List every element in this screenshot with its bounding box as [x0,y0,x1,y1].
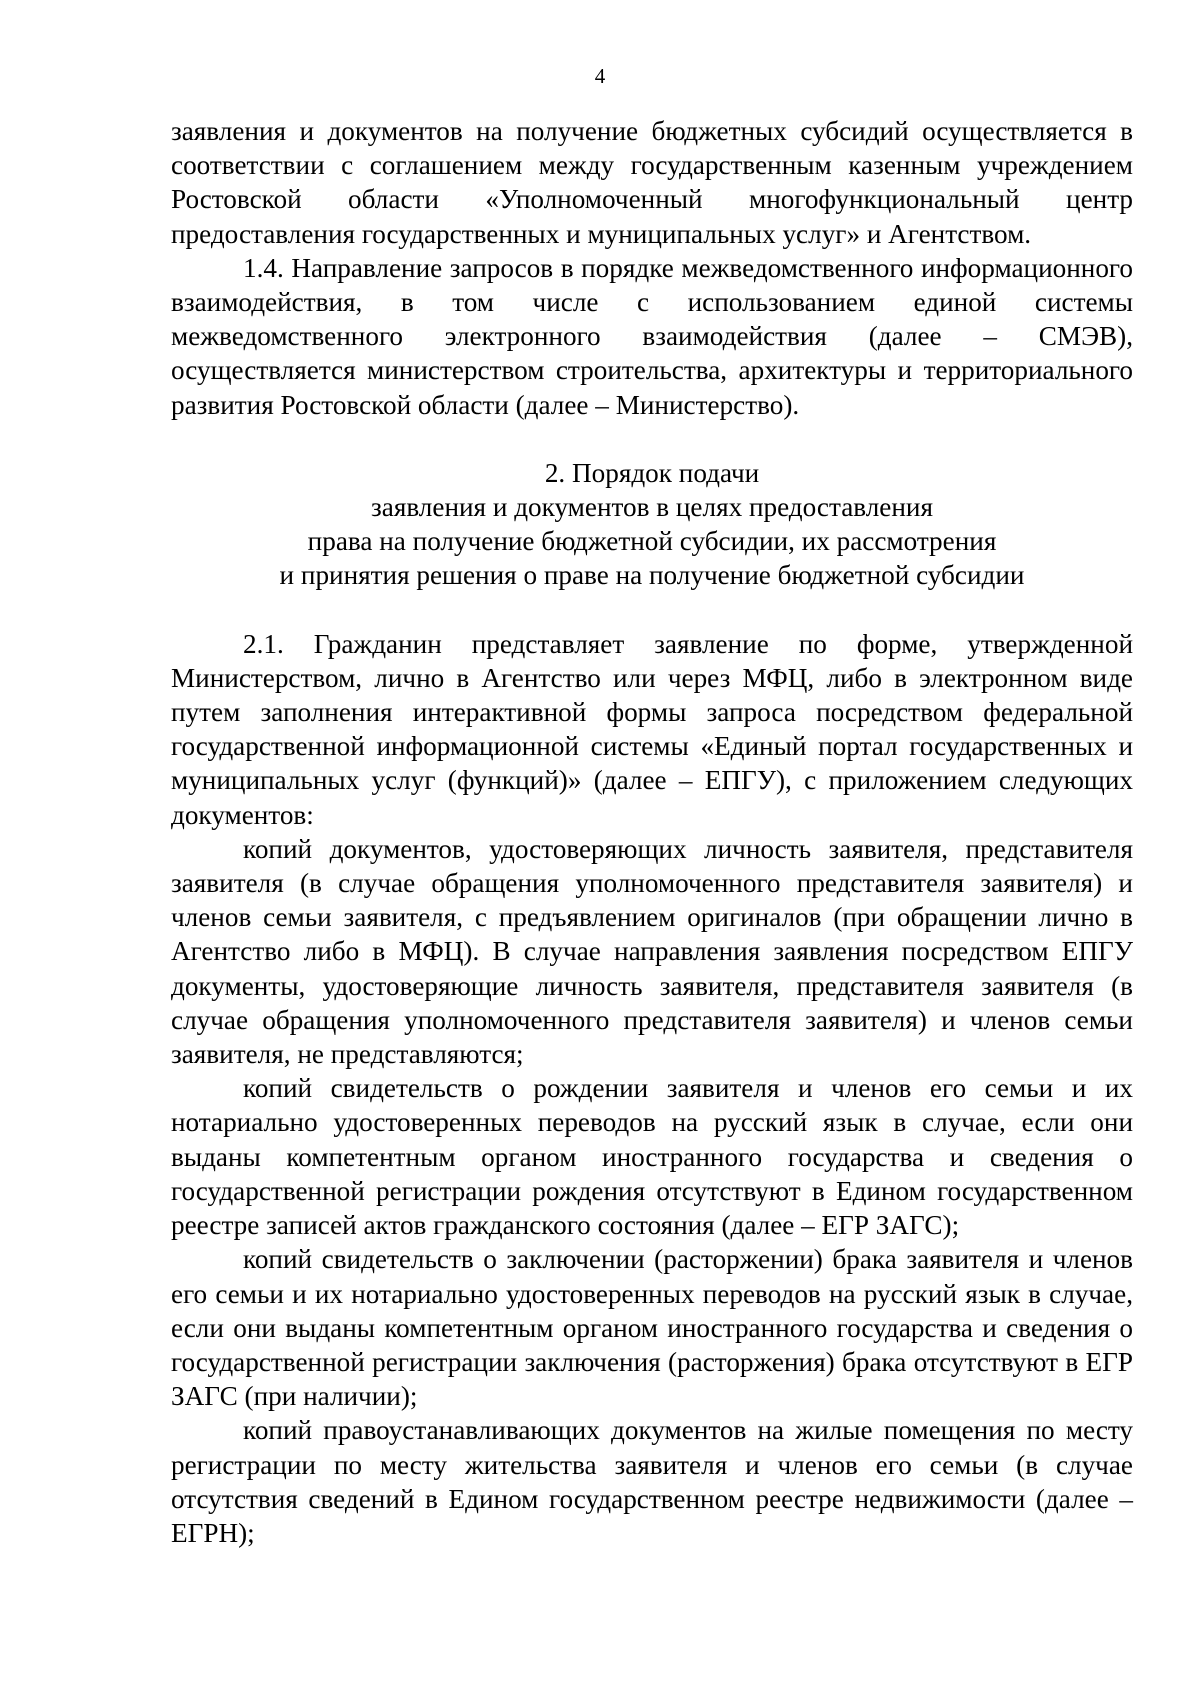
list-item: копий свидетельств о заключении (расторжении) брака заявителя и членов его семьи и их нотариально удостоверенных переводов на русский язык в случае, если они выданы компетентным органом иностранного государства и сведения о государственной регистрации заключения (расторжения) брака отсутствуют в ЕГР ЗАГС (при наличии); [171,1244,1133,1412]
list-item: копий свидетельств о рождении заявителя и членов его семьи и их нотариально удостоверенных переводов на русский язык в случае, если они выданы компетентным органом иностранного государства и сведения о государственной регистрации рождения отсутствуют в Едином государственном реестре записей актов гражданского состояния (далее – ЕГР ЗАГС); [171,1073,1133,1241]
document-body [171,114,1133,1550]
paragraph-1-4: 1.4. Направление запросов в порядке межведомственного информационного взаимодействия, в том числе с использованием единой системы межведомственного электронного взаимодействия (далее – СМЭВ), осуществляется министерством строительства, архитектуры и территориального развития Ростовской области (далее – Министерство). [171,252,1133,420]
section-heading-line-3: права на получение бюджетной субсидии, их рассмотрения [307,526,997,557]
intro-paragraph: заявления и документов на получение бюджетных субсидий осуществляется в соответствии с соглашением между государственным казенным учреждением Ростовской области «Уполномоченный многофункциональный центр предоставления государственных и муниципальных услуг» и Агентством. [171,116,1133,249]
list-item: копий правоустанавливающих документов на жилые помещения по месту регистрации по месту жительства заявителя и членов его семьи (в случае отсутствия сведений в Едином государственном реестре недвижимости (далее – ЕГРН); [171,1415,1133,1548]
section-heading-line-4: и принятия решения о праве на получение бюджетной субсидии [279,560,1025,591]
paragraph-2-1: 2.1. Гражданин представляет заявление по форме, утвержденной Министерством, лично в Агентство или через МФЦ, либо в электронном виде путем заполнения интерактивной формы запроса посредством федеральной государственной информационной системы «Единый портал государственных и муниципальных услуг (функций)» (далее – ЕПГУ), с приложением следующих документов: [171,628,1133,830]
list-item: копий документов, удостоверяющих личность заявителя, представителя заявителя (в случае обращения уполномоченного представителя заявителя) и членов семьи заявителя, с предъявлением оригиналов (при обращении лично в Агентство либо в МФЦ). В случае направления заявления посредством ЕПГУ документы, удостоверяющие личность заявителя, представителя заявителя (в случае обращения уполномоченного представителя заявителя) и членов семьи заявителя, не представляются; [171,833,1133,1070]
section-heading [171,456,1133,593]
section-heading-line-2: заявления и документов в целях предоставления [371,492,933,523]
section-heading-line-1: 2. Порядок подачи [544,457,760,488]
page-number: 4 [594,64,606,88]
